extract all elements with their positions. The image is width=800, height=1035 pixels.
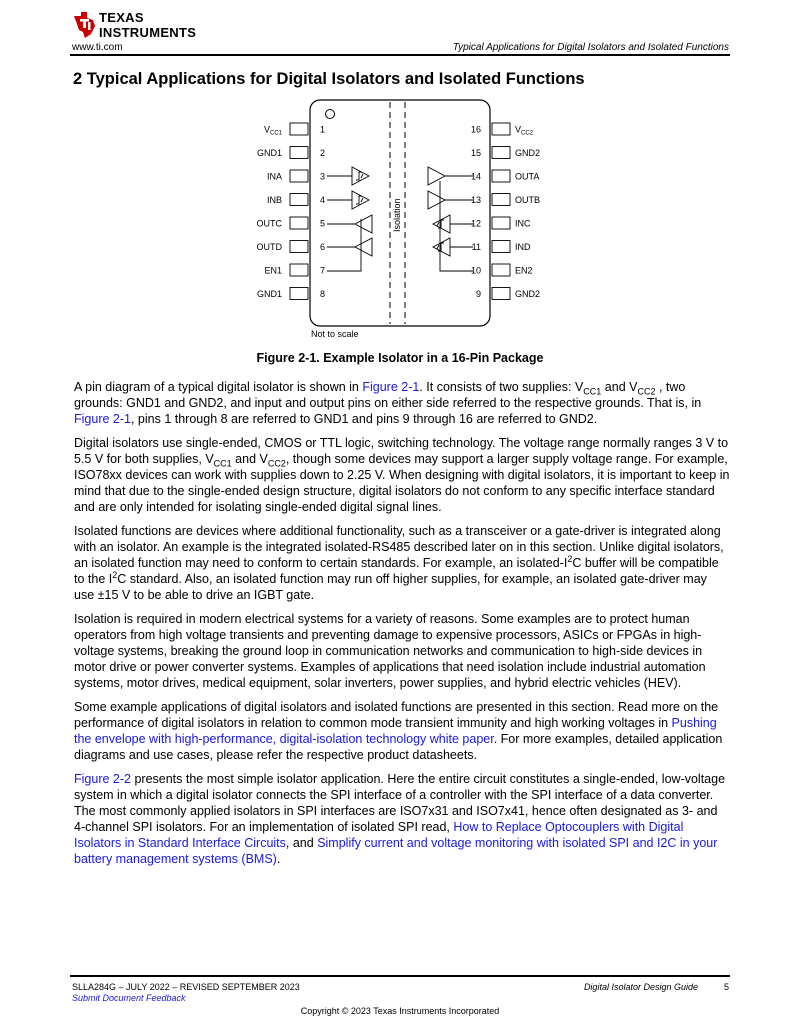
- pin-number-3: 3: [320, 171, 326, 182]
- pin-label-11: IND: [515, 242, 531, 252]
- left-pin-4: [290, 194, 308, 206]
- pin-label-8: GND1: [256, 289, 282, 299]
- section-title: 2 Typical Applications for Digital Isolators and Isolated Functions: [73, 70, 585, 88]
- pin-label-2: GND1: [256, 148, 282, 158]
- pin-label-7: EN1: [264, 265, 282, 276]
- superscript: 2: [112, 569, 118, 580]
- running-title: Typical Applications for Digital Isolators and Isolated Functions: [452, 42, 729, 53]
- subscript: CC1: [583, 386, 602, 397]
- text-run: , pins 1 through 8 are referred to GND1 and pins 9 through 16 are referred to GND2.: [130, 412, 598, 426]
- left-pin-3: [290, 170, 308, 182]
- right-pin-12: [492, 217, 510, 229]
- subscript: CC2: [267, 458, 286, 469]
- left-pin-7: [290, 264, 308, 276]
- pin-number-6: 6: [320, 242, 326, 252]
- pin-label-16: $V_{CC2}$: [515, 124, 534, 137]
- pin-label-14: OUTA: [515, 171, 540, 182]
- figure-caption: Figure 2-1. Example Isolator in a 16-Pin Package: [256, 351, 544, 365]
- pin-number-16: 16: [470, 124, 481, 135]
- right-pin-13: [492, 194, 510, 206]
- text-run: , and: [285, 836, 318, 850]
- pin-number-5: 5: [320, 218, 326, 229]
- text-run: Digital isolators use single-ended, CMOS or TTL logic, switching technology. The voltage range normally ranges 3 V to 5.5 V for both supplies, V: [74, 436, 729, 466]
- pin-label-10: EN2: [515, 265, 533, 276]
- isolator-pin-diagram: [250, 96, 550, 346]
- text-run: . It consists of two supplies: V: [419, 380, 584, 394]
- text-run: A pin diagram of a typical digital isolator is shown in: [74, 380, 363, 394]
- pin-number-13: 13: [470, 195, 481, 205]
- pin-diagram-figure: [250, 96, 550, 346]
- pin-number-12: 12: [470, 218, 481, 229]
- superscript: 2: [567, 553, 573, 564]
- optocoupler-replace-link[interactable]: How to Replace Optocouplers with Digital Isolators in Standard Interface Circuits: [74, 820, 684, 850]
- pin-label-1: $V_{CC1}$: [263, 124, 282, 137]
- paragraph-5: [74, 699, 730, 763]
- brand-line-2: INSTRUMENTS: [99, 25, 197, 40]
- pin-label-3: INA: [266, 171, 282, 182]
- figure-2-2-link[interactable]: Figure 2-2: [74, 772, 131, 786]
- pin-label-15: GND2: [515, 148, 541, 158]
- left-pin-6: [290, 241, 308, 253]
- paragraph-2: [74, 435, 730, 515]
- document-id: SLLA284G – JULY 2022 – REVISED SEPTEMBER 2023: [72, 982, 300, 992]
- paragraph-6: [74, 771, 730, 867]
- brand-wordmark: [99, 11, 196, 39]
- left-pin-2: [290, 147, 308, 159]
- body-text: [74, 379, 730, 875]
- page-number: 5: [723, 982, 729, 992]
- paragraph-1: [74, 379, 730, 427]
- pin-number-1: 1: [320, 124, 326, 135]
- left-pin-8: [290, 288, 308, 300]
- pin-label-6: OUTD: [256, 242, 282, 252]
- paragraph-4: Isolation is required in modern electrical systems for a variety of reasons. Some examples are to protect human operators from high voltage transients and preventing damage to expensive processors, ASICs or FPGAs in high-voltage systems, breaking the ground loop in communication networks and communication to high-side devices in motor drive or power converter systems. Examples of applications that need isolation include industrial automation systems, motor drives, medical equipment, solar inverters, power supplies, and hybrid electric vehicles (HEV).: [74, 612, 706, 690]
- text-run: , two grounds: GND1 and GND2, and input and output pins on either side referred to the respective grounds. That is, in: [74, 380, 702, 410]
- right-pin-11: [492, 241, 510, 253]
- subscript: CC1: [213, 458, 232, 469]
- pin-label-subscript: CC1: [269, 130, 282, 137]
- pin-label-12: INC: [515, 218, 531, 229]
- left-pin-1: [290, 123, 308, 135]
- site-url[interactable]: www.ti.com: [72, 42, 123, 53]
- bms-monitoring-link[interactable]: Simplify current and voltage monitoring with isolated SPI and I2C in your battery management systems (BMS): [74, 836, 718, 866]
- text-run: Some example applications of digital isolators and isolated functions are presented in this section. Read more on the performance of digital isolators in relation to common mode transient immunity and high working voltages in: [74, 700, 719, 730]
- right-pin-16: [492, 123, 510, 135]
- pin-label-subscript: CC2: [521, 130, 534, 137]
- figure-2-1-link[interactable]: Figure 2-1: [74, 412, 131, 426]
- copyright: Copyright © 2023 Texas Instruments Incorporated: [300, 1006, 500, 1016]
- text-run: C buffer will be compatible to the I: [74, 556, 719, 586]
- paragraph-3: [74, 523, 730, 603]
- text-run: C standard. Also, an isolated function may run off higher supplies, for example, an isolated gate-driver may use ±15 V to be able to drive an IGBT gate.: [74, 572, 707, 602]
- pin-number-14: 14: [470, 171, 481, 182]
- pin-label-5: OUTC: [256, 218, 282, 229]
- right-pin-9: [492, 288, 510, 300]
- figure-2-1-link[interactable]: Figure 2-1: [362, 380, 420, 394]
- pin-label-4: INB: [266, 195, 282, 205]
- header-rule: [70, 54, 730, 56]
- submit-feedback-link[interactable]: Submit Document Feedback: [72, 993, 186, 1003]
- pin-number-8: 8: [320, 289, 326, 299]
- pin-number-9: 9: [475, 289, 481, 299]
- text-run: and V: [601, 380, 638, 394]
- footer-rule: [70, 975, 730, 977]
- pin-label-9: GND2: [515, 289, 541, 299]
- text-run: and V: [231, 452, 268, 466]
- right-pin-15: [492, 147, 510, 159]
- text-run: presents the most simple isolator application. Here the entire circuit constitutes a single-ended, low-voltage system in which a digital isolator connects the SPI interface of a controller with the SPI interface of a data converter. The most commonly applied isolators in SPI interfaces are ISO7x31 and ISO7x41, hence often designated as 3- and 4-channel SPI isolators. For an implementation of isolated SPI read,: [74, 772, 726, 834]
- isolation-label: Isolation: [392, 198, 402, 232]
- pin-label-13: OUTB: [515, 195, 541, 205]
- right-pin-14: [492, 170, 510, 182]
- right-pin-10: [492, 264, 510, 276]
- white-paper-link[interactable]: Pushing the envelope with high-performance, digital-isolation technology white paper: [74, 716, 717, 746]
- pin-number-7: 7: [320, 265, 326, 276]
- brand-line-1: TEXAS: [99, 10, 144, 25]
- pin-number-2: 2: [320, 148, 326, 158]
- text-run: , though some devices may support a larger supply voltage range. For example, ISO78xx devices can work with supplies down to 2.25 V. When designing with digital isolators, it is important to keep in mind that due to the single-ended design structure, digital isolators do not conform to any specific interface standard and are only intended for isolating single-ended digital signal lines.: [74, 452, 730, 514]
- subscript: CC2: [637, 386, 656, 397]
- not-to-scale-note: Not to scale: [311, 329, 359, 339]
- text-run: Isolated functions are devices where additional functionality, such as a transceiver or a gate-driver is integrated along with an isolator. An example is the integrated isolated-RS485 described later on in this section. Unlike digital isolators, an isolated function may need to conform to certain standards. For example, an isolated-I: [74, 524, 724, 570]
- text-run: . For more examples, detailed application diagrams and use cases, please refer the respective product datasheets.: [74, 732, 723, 762]
- pin-number-4: 4: [320, 195, 326, 205]
- pin-number-15: 15: [470, 148, 481, 158]
- footer-doc-title: Digital Isolator Design Guide: [583, 982, 698, 992]
- pin-number-10: 10: [470, 265, 481, 276]
- left-pin-5: [290, 217, 308, 229]
- text-run: .: [276, 852, 281, 866]
- pin-number-11: 11: [471, 242, 481, 252]
